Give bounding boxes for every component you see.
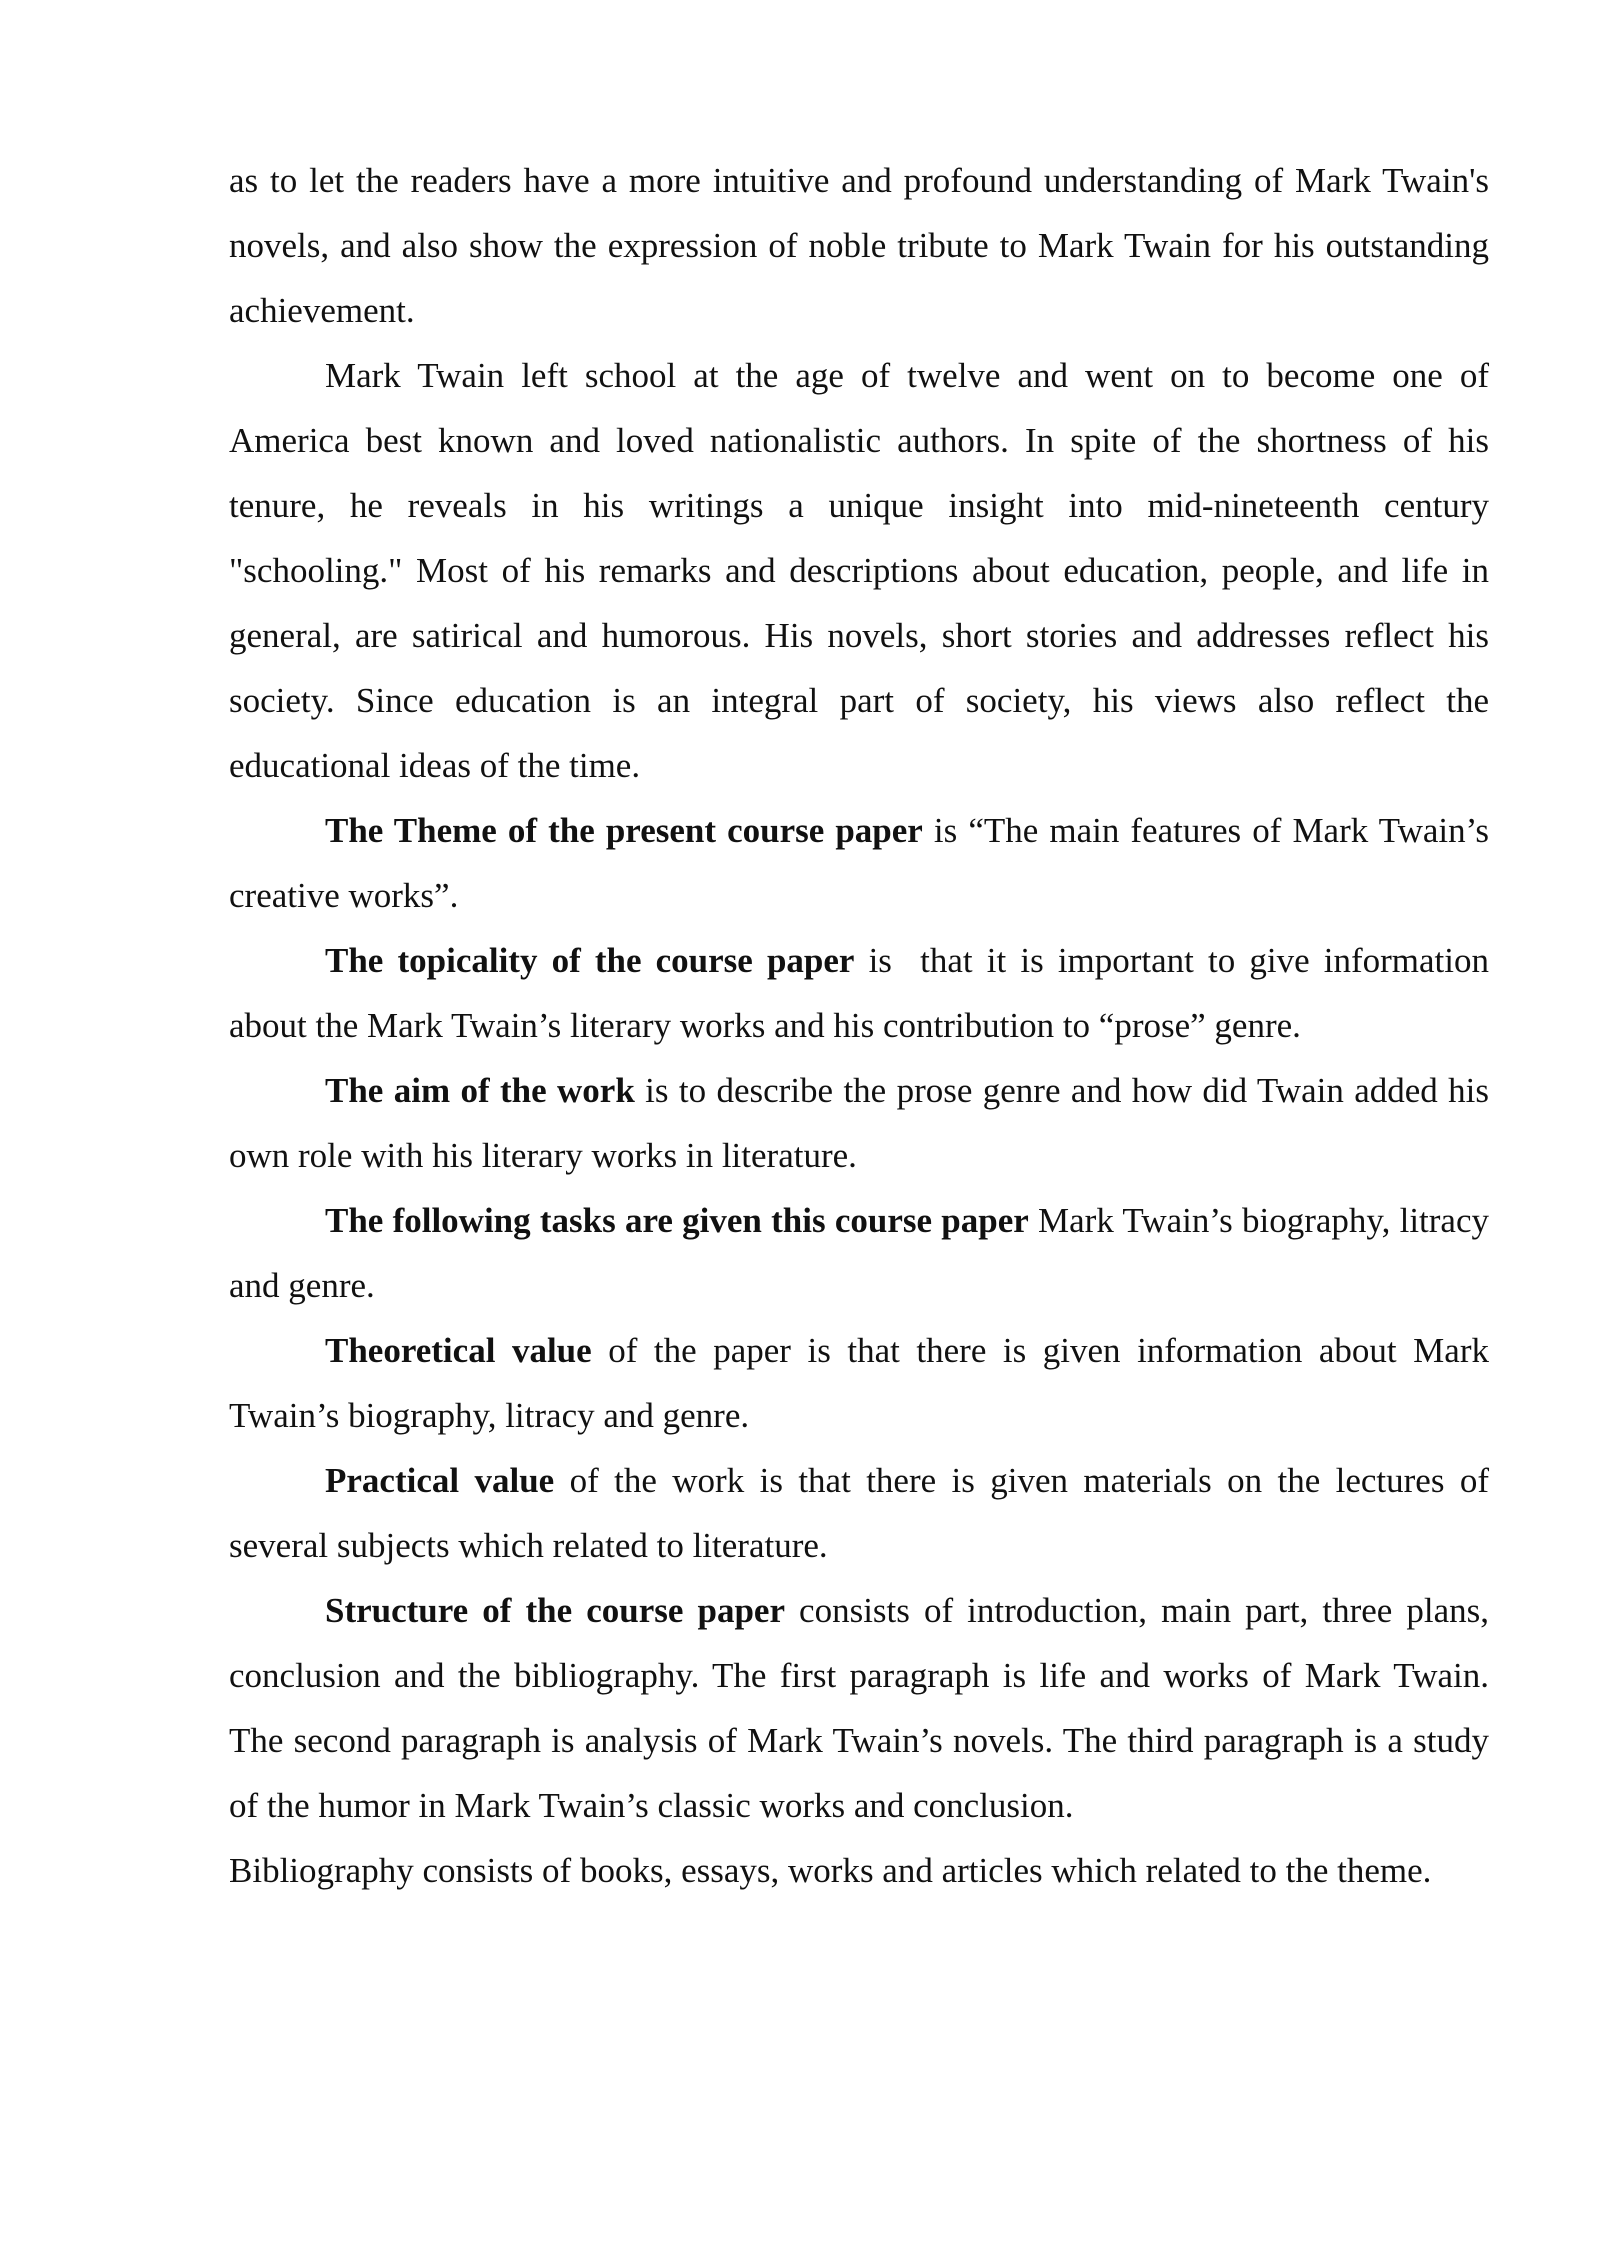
paragraph-text: is to describe the prose genre and how did Twain added his own role with his literary works in literature. — [229, 1071, 1489, 1175]
paragraph-text: consists of introduction, main part, three plans, conclusion and the bibliography. The first paragraph is life and works of Mark Twain. The second paragraph is analysis of Mark Twain’s novels. The third paragraph is a study of the humor in Mark Twain’s classic works and conclusion. — [229, 1591, 1490, 1825]
document-page — [229, 148, 1498, 1903]
paragraph-heading: Structure of the course paper — [325, 1591, 785, 1630]
paragraph-practical-value — [229, 1448, 1489, 1578]
paragraph-heading: The aim of the work — [325, 1071, 635, 1110]
paragraph-text: of the paper is that there is given information about Mark Twain’s biography, litracy and genre. — [229, 1331, 1489, 1435]
paragraph-structure — [229, 1578, 1489, 1838]
paragraph-topicality — [229, 928, 1498, 1058]
paragraph-text: Bibliography consists of books, essays, works and articles which related to the theme. — [229, 1851, 1432, 1890]
paragraph-text: is that it is important to give information about the Mark Twain’s literary works and his contribution to “prose” genre. — [229, 941, 1498, 1045]
paragraph-heading: Theoretical value — [325, 1331, 592, 1370]
paragraph-aim — [229, 1058, 1489, 1188]
paragraph-heading: The topicality of the course paper — [325, 941, 855, 980]
paragraph-heading: The following tasks are given this course paper — [325, 1201, 1029, 1240]
paragraph-tasks — [229, 1188, 1489, 1318]
paragraph-text: Mark Twain’s biography, litracy and genre. — [229, 1201, 1490, 1305]
paragraph-biography — [229, 343, 1489, 798]
paragraph-text: is “The main features of Mark Twain’s creative works”. — [229, 811, 1489, 915]
paragraph-text: as to let the readers have a more intuitive and profound understanding of Mark Twain's novels, and also show the expression of noble tribute to Mark Twain for his outstanding achievement. — [229, 161, 1489, 330]
paragraph-heading: The Theme of the present course paper — [325, 811, 923, 850]
paragraph-intro-continuation — [229, 148, 1489, 343]
paragraph-text: Mark Twain left school at the age of twelve and went on to become one of America best known and loved nationalistic authors. In spite of the shortness of his tenure, he reveals in his writings a unique insight into mid-nineteenth century "schooling." Most of his remarks and descriptions about education, people, and life in general, are satirical and humorous. His novels, short stories and addresses reflect his society. Since education is an integral part of society, his views also reflect the educational ideas of the time. — [229, 356, 1489, 785]
paragraph-theme — [229, 798, 1489, 928]
paragraph-theoretical-value — [229, 1318, 1489, 1448]
paragraph-heading: Practical value — [325, 1461, 555, 1500]
paragraph-bibliography — [229, 1838, 1489, 1903]
paragraph-text: of the work is that there is given materials on the lectures of several subjects which related to literature. — [229, 1461, 1489, 1565]
